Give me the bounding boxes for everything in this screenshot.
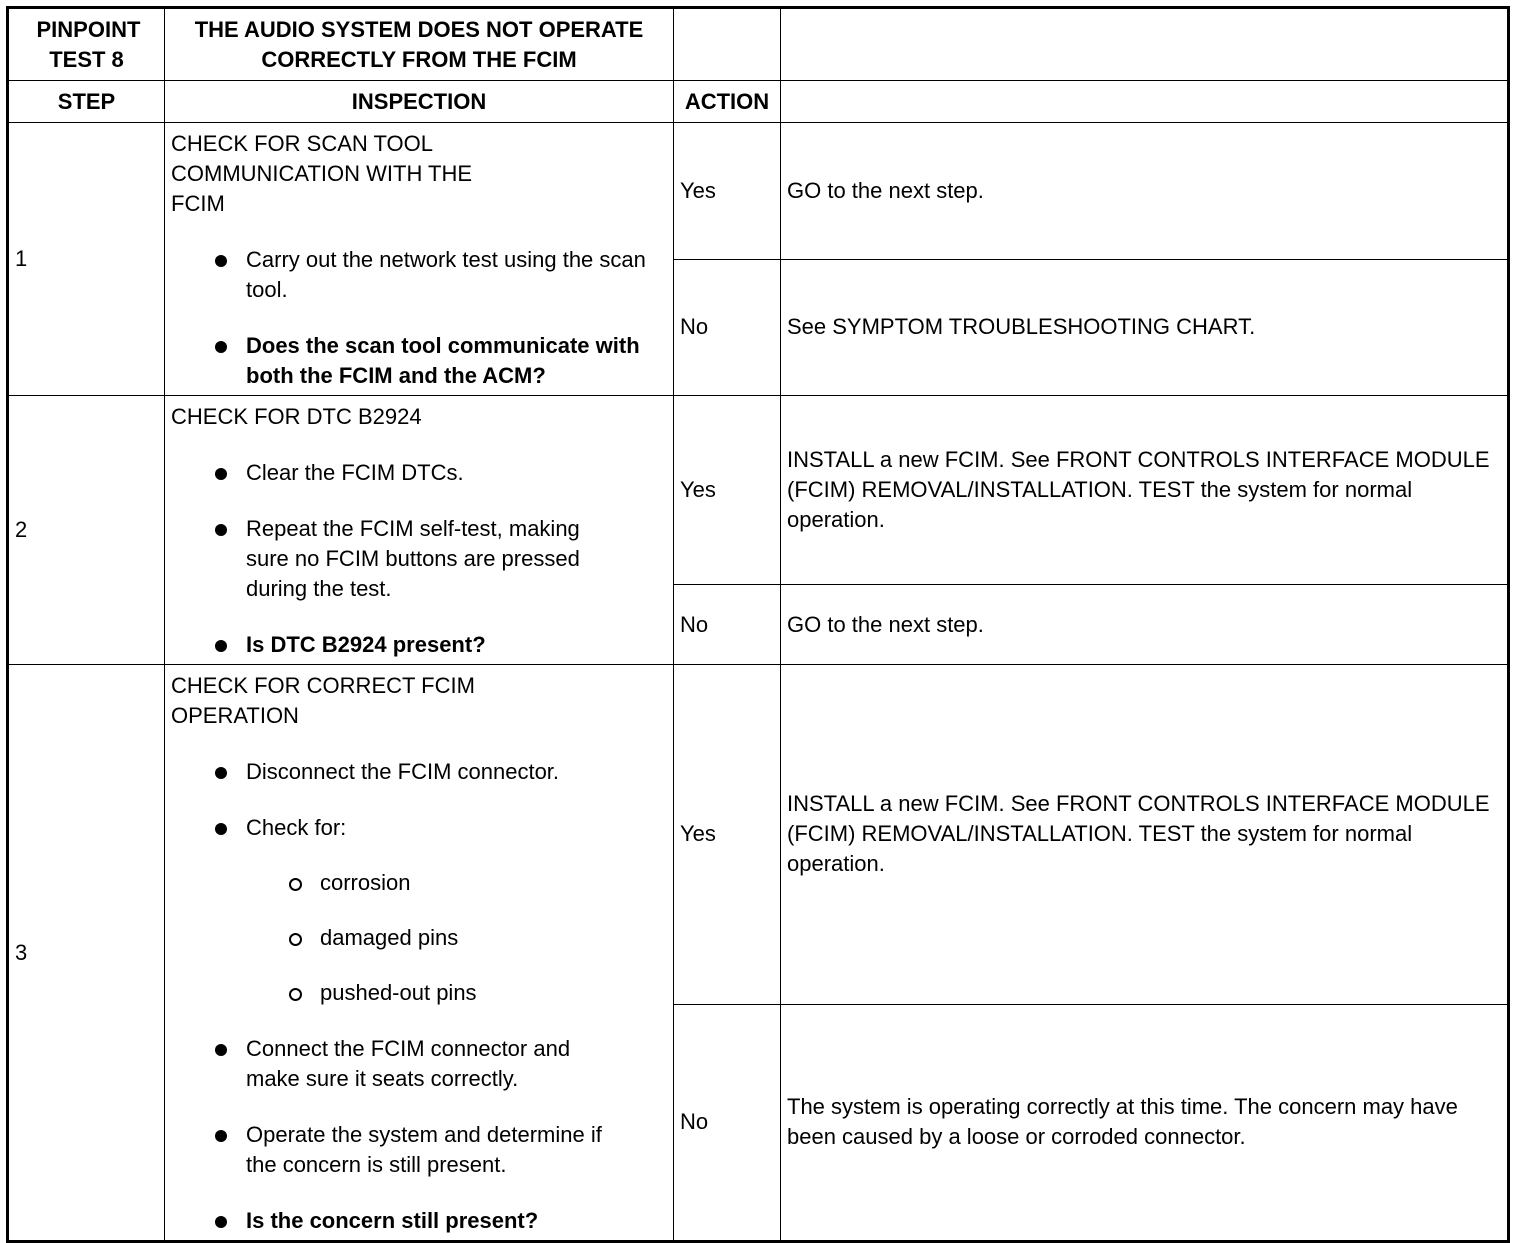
yes-label: Yes	[674, 665, 781, 1005]
empty-cell	[781, 8, 1509, 81]
inspection-cell	[165, 665, 674, 1242]
step-question: Does the scan tool communicate with both the FCIM and the ACM?	[246, 331, 667, 391]
bullet-item: Clear the FCIM DTCs.	[246, 458, 667, 488]
bullet-item: Connect the FCIM connector and make sure it seats correctly.	[246, 1034, 667, 1094]
inspection-cell	[165, 123, 674, 396]
step-question: Is the concern still present?	[246, 1206, 667, 1236]
col-inspection: INSPECTION	[165, 81, 674, 123]
no-label: No	[674, 259, 781, 396]
pinpoint-test-table	[6, 6, 1510, 1243]
sub-bullet-item: corrosion	[320, 868, 667, 898]
yes-action: INSTALL a new FCIM. See FRONT CONTROLS INTERFACE MODULE (FCIM) REMOVAL/INSTALLATION. TEST the system for normal operation.	[781, 396, 1509, 585]
test-label-text: PINPOINT TEST 8	[36, 16, 141, 72]
table-row	[8, 123, 1509, 260]
yes-label: Yes	[674, 123, 781, 260]
test-label	[8, 8, 165, 81]
column-header-row	[8, 81, 1509, 123]
test-title	[165, 8, 674, 81]
step-number: 1	[8, 123, 165, 396]
col-step: STEP	[8, 81, 165, 123]
step-heading: CHECK FOR SCAN TOOL COMMUNICATION WITH THE FCIM	[171, 131, 473, 216]
step-heading: CHECK FOR DTC B2924	[171, 404, 422, 429]
bullet-item: Carry out the network test using the scan tool.	[246, 245, 667, 305]
no-action: GO to the next step.	[781, 585, 1509, 665]
no-action: The system is operating correctly at this time. The concern may have been caused by a loose or corroded connector.	[781, 1004, 1509, 1241]
bullet-item: Operate the system and determine if the concern is still present.	[246, 1120, 667, 1180]
col-action: ACTION	[674, 81, 781, 123]
bullet-item: Disconnect the FCIM connector.	[246, 757, 667, 787]
sub-bullet-item: damaged pins	[320, 923, 667, 953]
bullet-item: Repeat the FCIM self-test, making sure no FCIM buttons are pressed during the test.	[246, 514, 667, 604]
no-label: No	[674, 1004, 781, 1241]
step-number: 3	[8, 665, 165, 1242]
yes-label: Yes	[674, 396, 781, 585]
no-label: No	[674, 585, 781, 665]
title-row	[8, 8, 1509, 81]
empty-cell	[781, 81, 1509, 123]
table-row	[8, 396, 1509, 585]
empty-cell	[674, 8, 781, 81]
inspection-cell	[165, 396, 674, 665]
yes-action: INSTALL a new FCIM. See FRONT CONTROLS INTERFACE MODULE (FCIM) REMOVAL/INSTALLATION. TEST the system for normal operation.	[781, 665, 1509, 1005]
step-number: 2	[8, 396, 165, 665]
no-action: See SYMPTOM TROUBLESHOOTING CHART.	[781, 259, 1509, 396]
step-question: Is DTC B2924 present?	[246, 630, 667, 660]
step-heading: CHECK FOR CORRECT FCIM OPERATION	[171, 673, 475, 728]
sub-bullet-item: pushed-out pins	[320, 978, 667, 1008]
test-title-text: THE AUDIO SYSTEM DOES NOT OPERATE CORRECTLY FROM THE FCIM	[194, 16, 644, 72]
yes-action: GO to the next step.	[781, 123, 1509, 260]
table-row	[8, 665, 1509, 1005]
bullet-item: Check for:	[246, 813, 667, 843]
